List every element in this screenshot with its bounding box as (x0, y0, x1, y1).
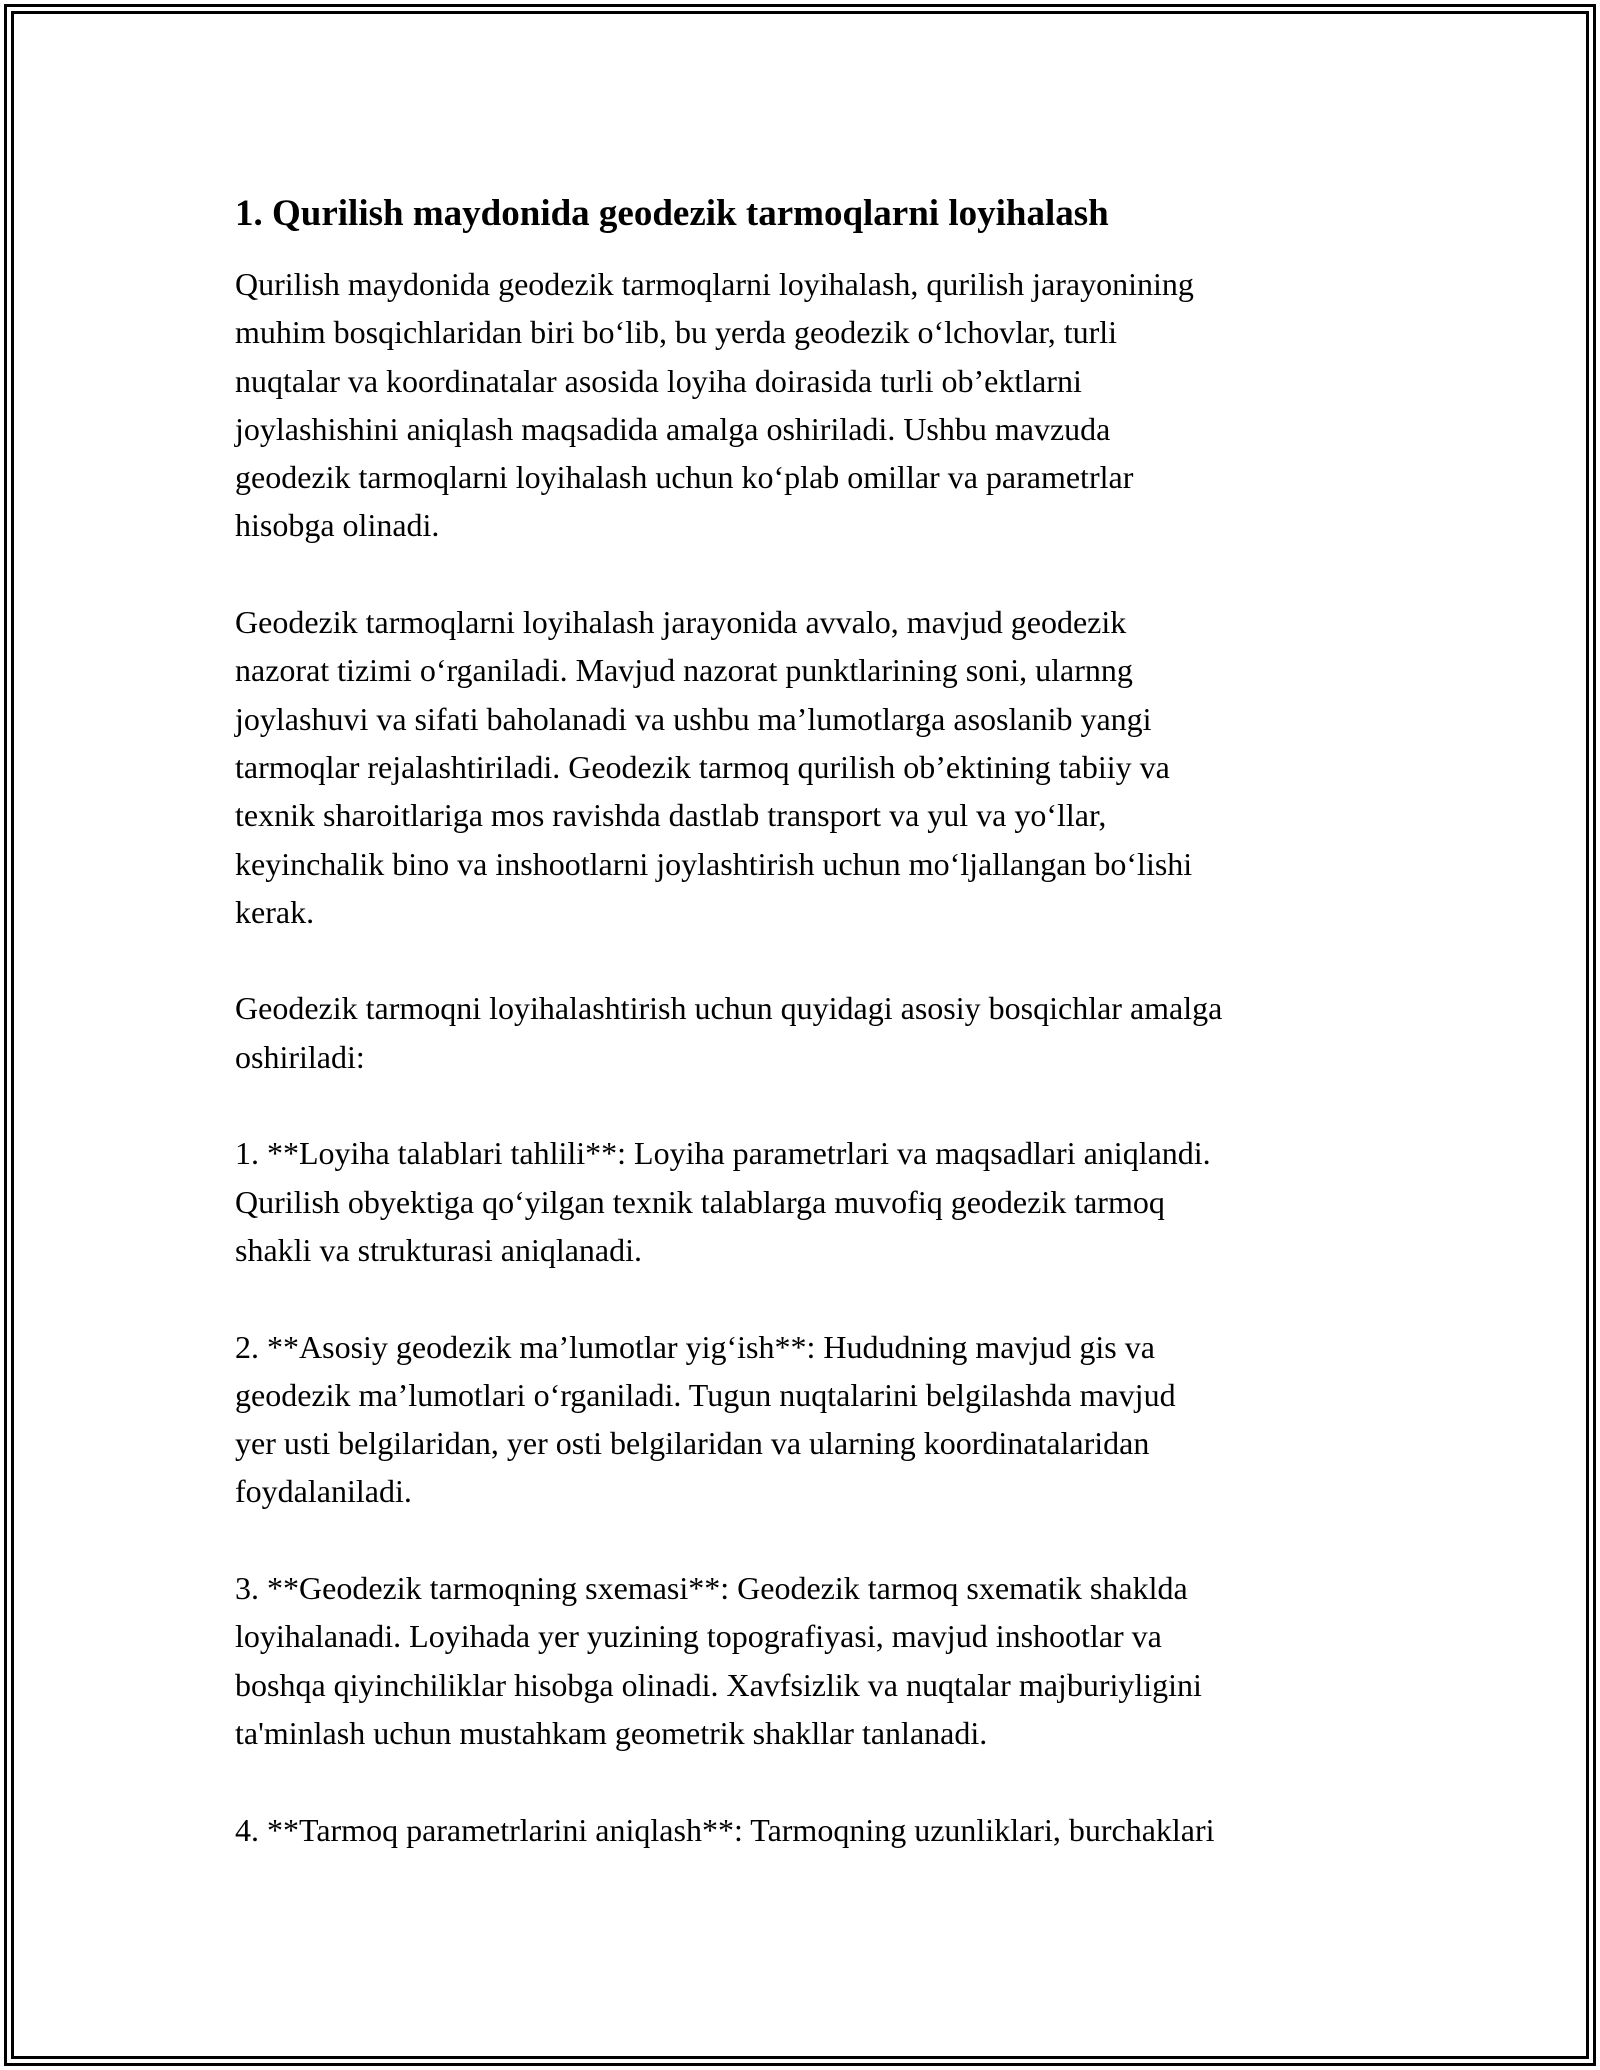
section-heading: 1. Qurilish maydonida geodezik tarmoqlarni loyihalash (235, 193, 1109, 234)
paragraph-stages-intro: Geodezik tarmoqni loyihalashtirish uchun quyidagi asosiy bosqichlar amalga oshiriladi: (235, 990, 1223, 1075)
list-item-stage-3: 3. **Geodezik tarmoqning sxemasi**: Geodezik tarmoq sxematik shaklda loyihalanadi. Loyihada yer yuzining topografiyasi, mavjud inshootlar va boshqa qiyinchiliklar hisobga olinadi. Xavfsizlik va nuqtalar majburiyligini ta'minlash uchun mustahkam geometrik shakllar tanlanadi. (235, 1570, 1202, 1751)
paragraph-process: Geodezik tarmoqlarni loyihalash jarayonida avvalo, mavjud geodezik nazorat tizimi o‘rganiladi. Mavjud nazorat punktlarining soni, ularnng joylashuvi va sifati baholanadi va ushbu ma’lumotlarga asoslanib yangi tarmoqlar rejalashtiriladi. Geodezik tarmoq qurilish ob’ektining tabiiy va texnik sharoitlariga mos ravishda dastlab transport va yul va yo‘llar, keyinchalik bino va inshootlarni joylashtirish uchun mo‘ljallangan bo‘lishi kerak. (235, 604, 1193, 930)
list-item-stage-2: 2. **Asosiy geodezik ma’lumotlar yig‘ish**: Hududning mavjud gis va geodezik ma’lumotlari o‘rganiladi. Tugun nuqtalarini belgilashda mavjud yer usti belgilaridan, yer osti belgilaridan va ularning koordinatalaridan foydalaniladi. (235, 1328, 1176, 1510)
list-item-stage-1: 1. **Loyiha talablari tahlili**: Loyiha parametrlari va maqsadlari aniqlandi. Qurilish obyektiga qo‘yilgan texnik talablarga muvofiq geodezik tarmoq shakli va strukturasi aniqlanadi. (235, 1135, 1211, 1268)
document-page (235, 188, 1385, 1902)
list-item-stage-4: 4. **Tarmoq parametrlarini aniqlash**: Tarmoqning uzunliklari, burchaklari (235, 1811, 1215, 1848)
paragraph-intro: Qurilish maydonida geodezik tarmoqlarni loyihalash, qurilish jarayonining muhim bosqichlaridan biri bo‘lib, bu yerda geodezik o‘lchovlar, turli nuqtalar va koordinatalar asosida loyiha doirasida turli ob’ektlarni joylashishini aniqlash maqsadida amalga oshiriladi. Ushbu mavzuda geodezik tarmoqlarni loyihalash uchun ko‘plab omillar va parametrlar hisobga olinadi. (235, 266, 1194, 544)
